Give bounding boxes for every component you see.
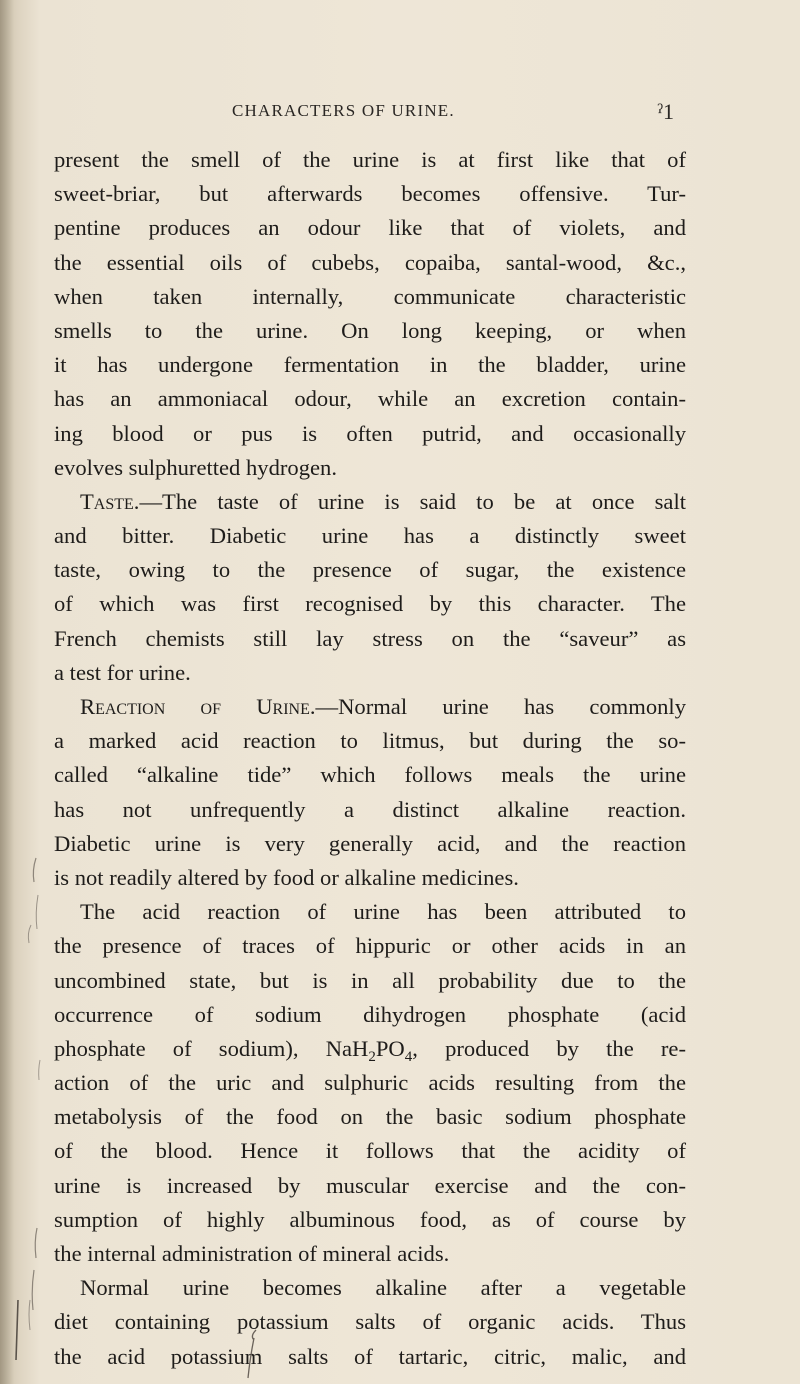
text-line-taste-heading: Taste.—The taste of urine is said to be at once salt xyxy=(80,488,686,514)
text-line: it has undergone fermentation in the bladder, urine xyxy=(54,352,686,378)
text-line: a test for urine. xyxy=(54,659,191,685)
text-line: the acid potassium salts of tartaric, citric, malic, and xyxy=(54,1343,686,1369)
text-line: a marked acid reaction to litmus, but during the so- xyxy=(54,728,686,754)
text-line: has not unfrequently a distinct alkaline reaction. xyxy=(54,796,686,822)
text-line: action of the uric and sulphuric acids resulting from the xyxy=(54,1070,686,1096)
text-line: when taken internally, communicate characteristic xyxy=(54,283,686,309)
text-line: metabolysis of the food on the basic sodium phosphate xyxy=(54,1104,686,1130)
text-line: occurrence of sodium dihydrogen phosphate (acid xyxy=(54,1001,686,1027)
running-head xyxy=(54,101,684,131)
text-line: of which was first recognised by this character. The xyxy=(54,591,686,617)
page-number: ˀ1 xyxy=(657,99,674,124)
subscript: 2 xyxy=(368,1048,376,1065)
text-line: sumption of highly albuminous food, as of course by xyxy=(54,1206,686,1232)
text-line: diet containing potassium salts of organic acids. Thus xyxy=(54,1309,686,1335)
text-line: uncombined state, but is in all probability due to the xyxy=(54,967,686,993)
text-line: French chemists still lay stress on the “saveur” as xyxy=(54,625,686,651)
running-title: CHARACTERS OF URINE. xyxy=(232,101,455,120)
text-line: Normal urine becomes alkaline after a vegetable xyxy=(80,1275,686,1301)
text-line: of the blood. Hence it follows that the acidity of xyxy=(54,1138,686,1164)
text-line: pentine produces an odour like that of violets, and xyxy=(54,215,686,241)
text-line: the internal administration of mineral acids. xyxy=(54,1241,450,1266)
section-heading-taste: Taste. xyxy=(80,488,140,514)
subscript: 4 xyxy=(404,1048,413,1065)
text-line-reaction-heading: Reaction of Urine.—Normal urine has commonly xyxy=(80,694,686,719)
text-line: the presence of traces of hippuric or other acids in an xyxy=(54,933,686,959)
text-line: present the smell of the urine is at first like that of xyxy=(54,147,686,172)
text-line: and bitter. Diabetic urine has a distinctly sweet xyxy=(54,523,686,549)
text-line: urine is increased by muscular exercise and the con- xyxy=(54,1172,686,1198)
text-line: ing blood or pus is often putrid, and occasionally xyxy=(54,420,686,446)
text-line: called “alkaline tide” which follows meals the urine xyxy=(54,762,686,788)
body-text xyxy=(54,143,686,1374)
margin-pencil-marks xyxy=(0,0,60,1384)
text-line: has an ammoniacal odour, while an excretion contain- xyxy=(54,386,686,412)
stray-pencil-mark xyxy=(242,1326,262,1382)
text-line: is not readily altered by food or alkaline medicines. xyxy=(54,864,519,890)
text-line: The acid reaction of urine has been attributed to xyxy=(80,899,686,925)
text-line: evolves sulphuretted hydrogen. xyxy=(54,454,337,480)
text-line: taste, owing to the presence of sugar, the existence xyxy=(54,557,686,583)
text-line: the essential oils of cubebs, copaiba, santal-wood, &c., xyxy=(54,249,686,275)
text-line: sweet-briar, but afterwards becomes offensive. Tur- xyxy=(54,181,686,207)
text-line-formula: phosphate of sodium), $NaH_2PO_4$, produced by the re- xyxy=(54,1035,686,1065)
text-line: smells to the urine. On long keeping, or when xyxy=(54,317,686,343)
section-heading-reaction: Reaction of Urine. xyxy=(80,694,316,719)
text-line: Diabetic urine is very generally acid, and the reaction xyxy=(54,830,686,856)
